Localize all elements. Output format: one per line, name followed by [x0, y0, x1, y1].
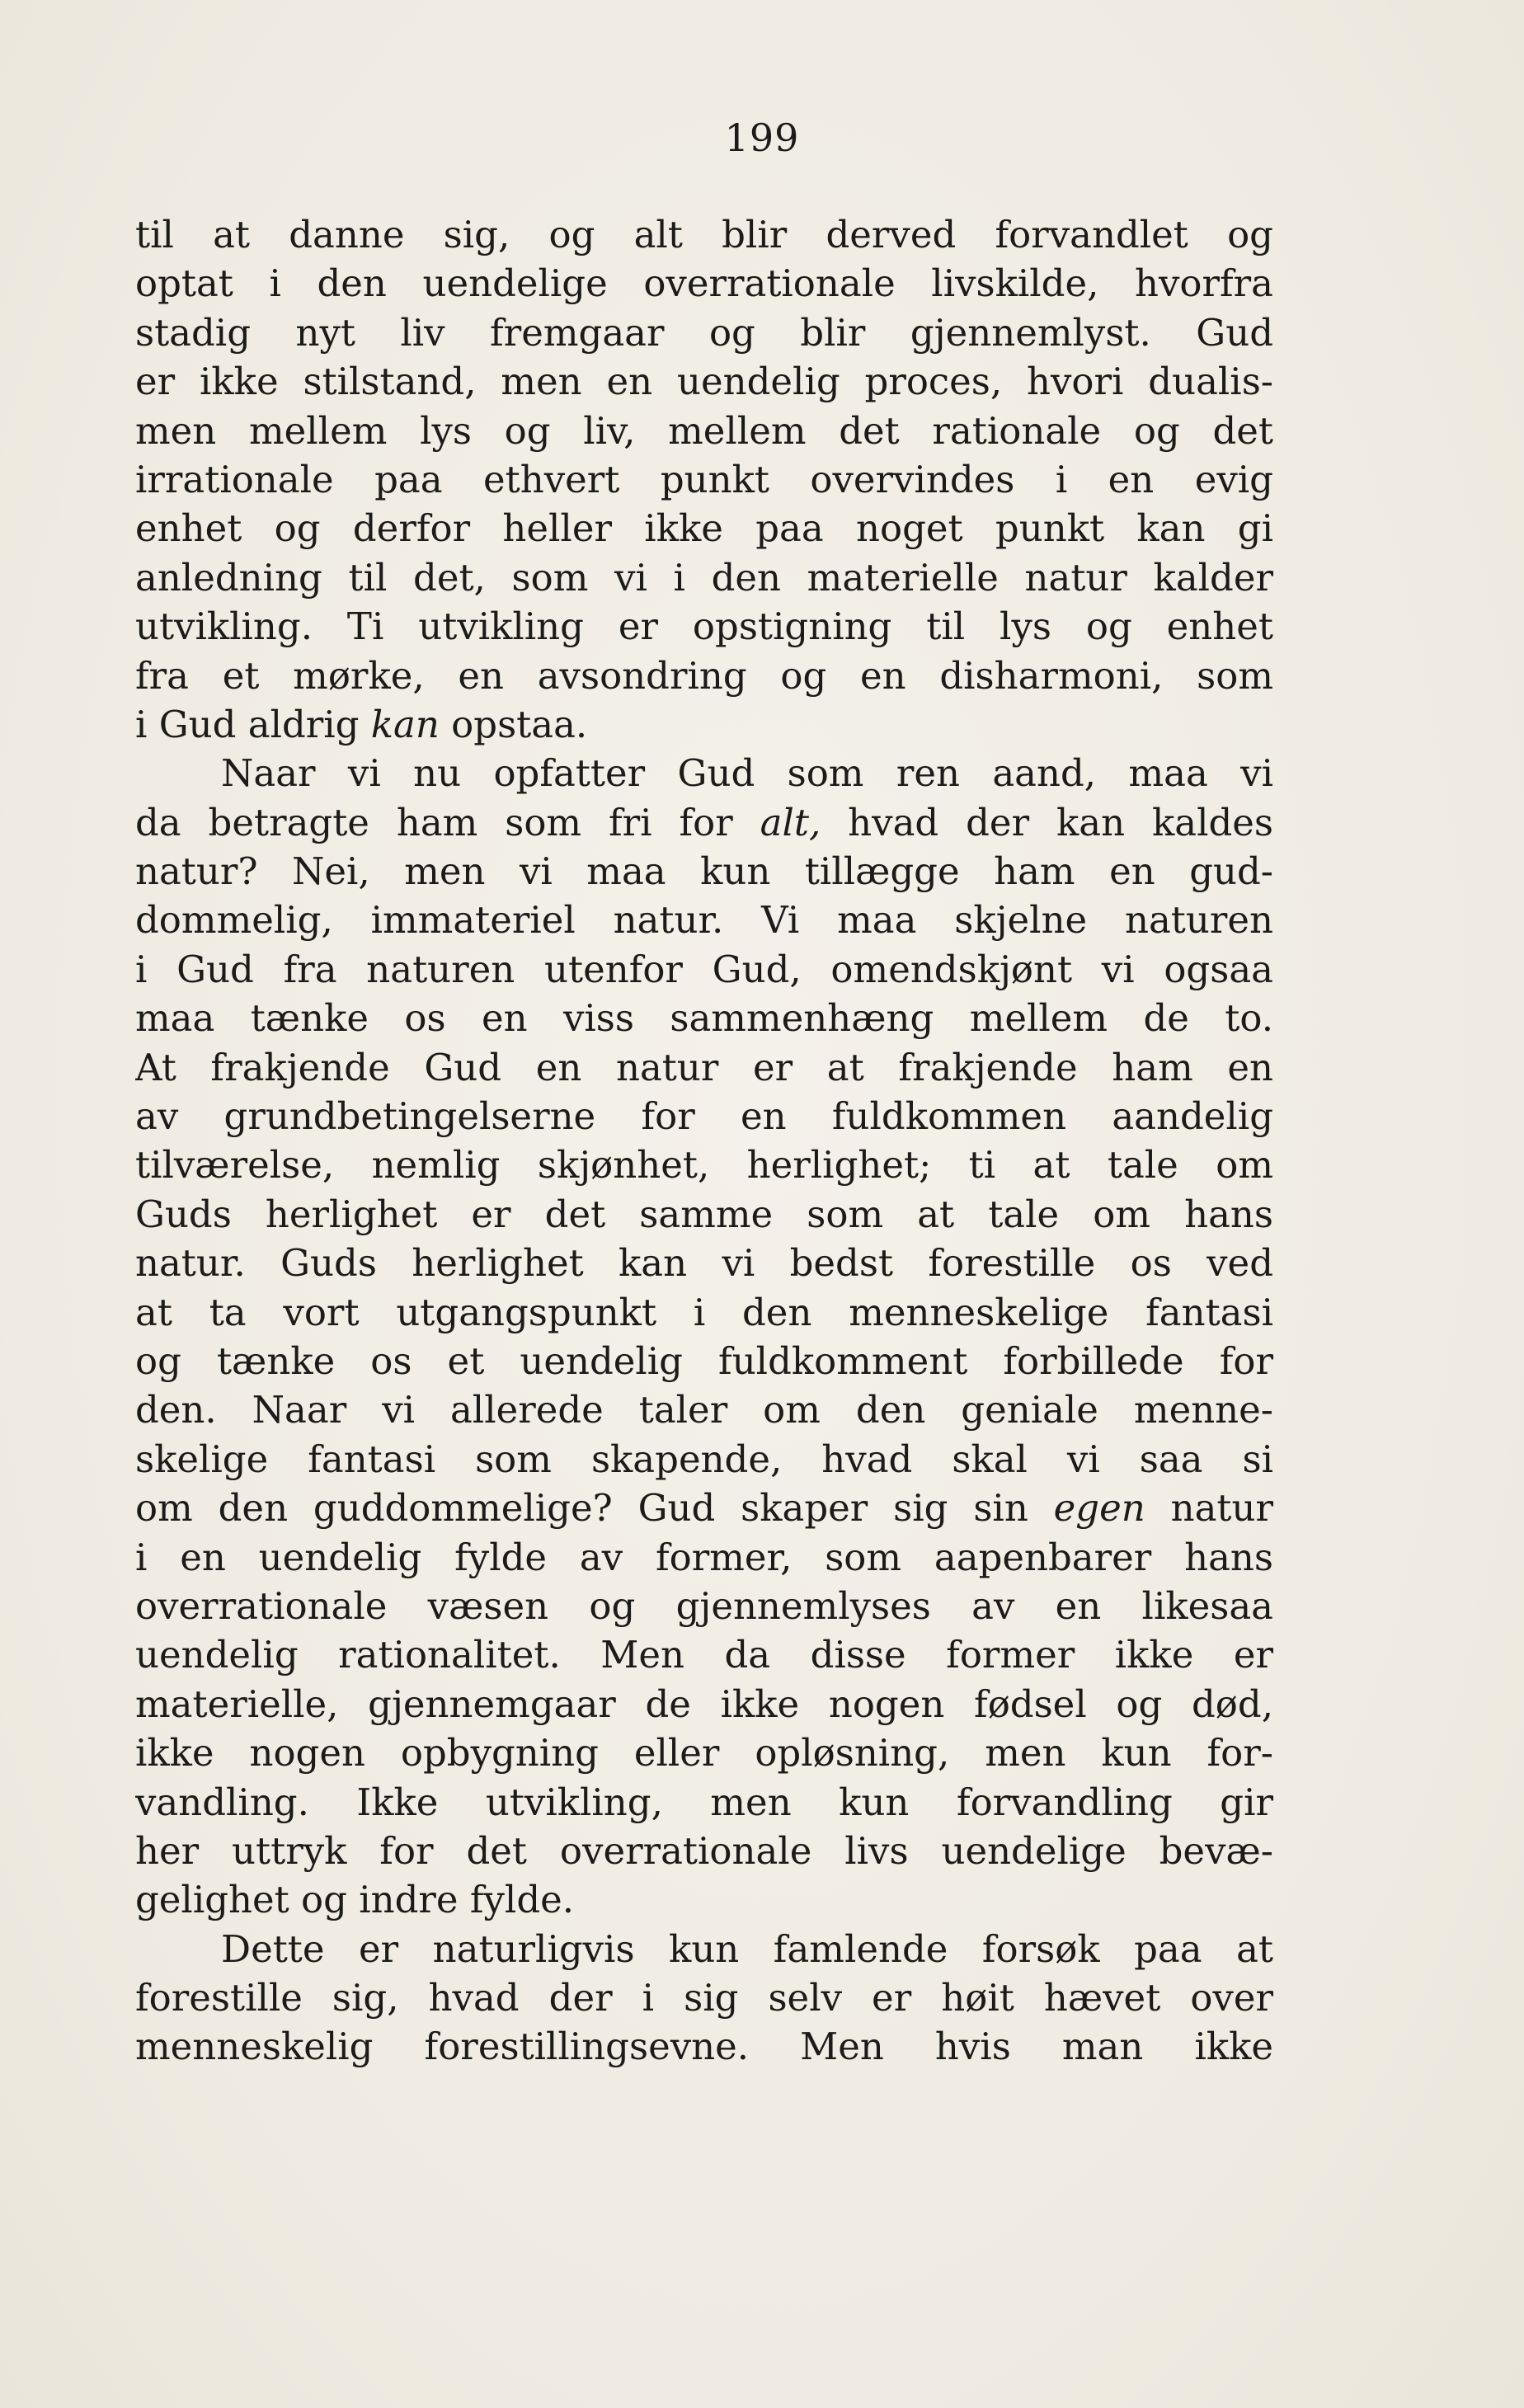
text-segment: da betragte ham som fri for [135, 800, 760, 844]
text-line: til at danne sig, og alt blir derved forvandlet og [135, 213, 1273, 256]
text-line: men mellem lys og liv, mellem det rationale og det [135, 408, 1273, 453]
text-line: optat i den uendelige overrationale livskilde, hvorfra [135, 261, 1273, 306]
text-line: skelige fantasi som skapende, hvad skal vi saa si [135, 1437, 1273, 1481]
page-number: 199 [724, 115, 800, 160]
text-line: tilværelse, nemlig skjønhet, herlighet; ti at tale om [135, 1143, 1273, 1188]
text-line: i Gud fra naturen utenfor Gud, omendskjønt vi ogsaa [135, 947, 1273, 991]
text-line: og tænke os et uendelig fuldkomment forbillede for [135, 1338, 1273, 1383]
text-line [135, 798, 1273, 847]
text-segment: natur [1145, 1486, 1273, 1531]
text-segment: opstaa. [439, 702, 588, 746]
text-line: irrationale paa ethvert punkt overvindes i en evig [135, 457, 1273, 501]
text-line: Dette er naturligvis kun famlende forsøk paa at [221, 1926, 1273, 1971]
text-line: gelighet og indre fylde. [135, 1878, 575, 1922]
text-line: vandling. Ikke utvikling, men kun forvandling gir [135, 1780, 1273, 1824]
text-line: natur. Guds herlighet kan vi bedst forestille os ved [135, 1241, 1273, 1286]
text-line: Guds herlighet er det samme som at tale om hans [135, 1192, 1273, 1236]
text-line [135, 1484, 1273, 1532]
text-line: natur? Nei, men vi maa kun tillægge ham en gud- [135, 849, 1273, 894]
text-segment: hvad der kan kaldes [821, 800, 1273, 844]
text-line: av grundbetingelserne for en fuldkommen aandelig [135, 1094, 1273, 1139]
text-line: overrationale væsen og gjennemlyses av en likesaa [135, 1583, 1273, 1628]
text-line: At frakjende Gud en natur er at frakjende ham en [135, 1045, 1273, 1089]
text-line: er ikke stilstand, men en uendelig proces, hvori dualis- [135, 360, 1273, 404]
text-line: dommelig, immateriel natur. Vi maa skjelne naturen [135, 898, 1273, 943]
text-line: i en uendelig fylde av former, som aapenbarer hans [135, 1535, 1273, 1579]
text-line: enhet og derfor heller ikke paa noget punkt kan gi [135, 506, 1273, 551]
text-line: ikke nogen opbygning eller opløsning, men kun for- [135, 1731, 1273, 1775]
italic-word: kan [370, 702, 440, 746]
text-line: utvikling. Ti utvikling er opstigning til lys og enhet [135, 604, 1273, 649]
text-line: fra et mørke, en avsondring og en disharmoni, som [135, 653, 1273, 698]
text-line: uendelig rationalitet. Men da disse former ikke er [135, 1633, 1273, 1677]
text-line: anledning til det, som vi i den materielle natur kalder [135, 555, 1273, 600]
text-segment: i Gud aldrig [135, 702, 371, 746]
text-line: Naar vi nu opfatter Gud som ren aand, maa vi [221, 751, 1273, 796]
text-line: materielle, gjennemgaar de ikke nogen fødsel og død, [135, 1681, 1273, 1726]
text-line: maa tænke os en viss sammenhæng mellem de to. [135, 996, 1273, 1041]
text-line: menneskelig forestillingsevne. Men hvis man ikke [135, 2025, 1273, 2069]
text-line: her uttryk for det overrationale livs uendelige bevæ- [135, 1828, 1273, 1873]
text-segment: om den guddommelige? Gud skaper sig sin [135, 1486, 1054, 1531]
text-line: at ta vort utgangspunkt i den menneskelige fantasi [135, 1290, 1273, 1334]
body-text [135, 210, 1273, 2072]
text-line: stadig nyt liv fremgaar og blir gjennemlyst. Gud [135, 310, 1273, 355]
text-line [135, 700, 1273, 749]
italic-word: egen [1053, 1486, 1145, 1531]
text-line: den. Naar vi allerede taler om den geniale menne- [135, 1388, 1273, 1432]
italic-word: alt, [760, 800, 821, 844]
text-line: forestille sig, hvad der i sig selv er høit hævet over [135, 1976, 1273, 2020]
